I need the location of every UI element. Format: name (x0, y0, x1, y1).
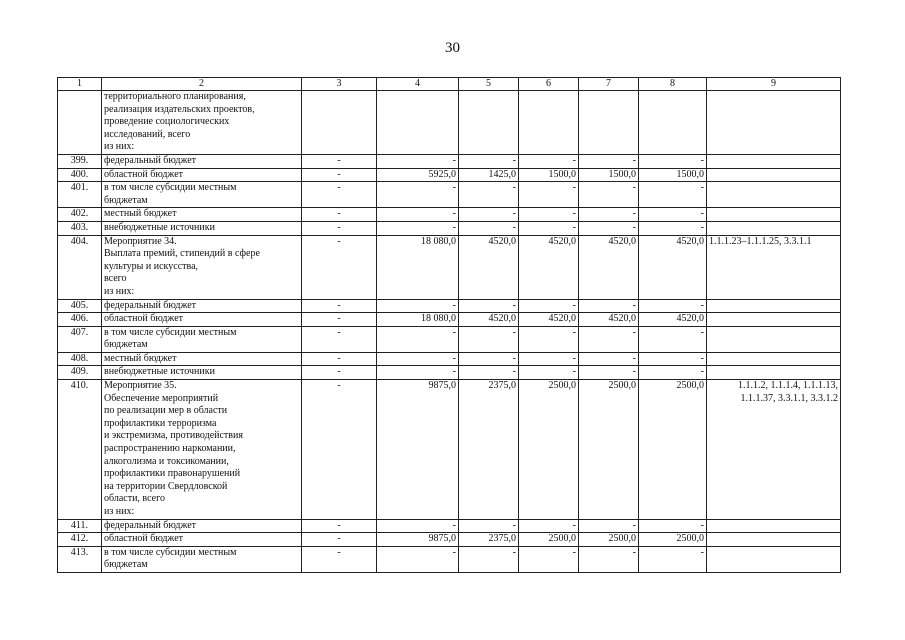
target-indicator-cell (707, 208, 841, 222)
description-line: из них: (104, 506, 135, 517)
value-cell-c6: - (519, 299, 579, 313)
table-row (58, 366, 841, 380)
column-header: 2 (102, 78, 302, 91)
description-line: внебюджетные источники (104, 366, 215, 378)
value-cell-c3: - (302, 299, 377, 313)
value-cell-c4 (377, 91, 459, 155)
value-cell-c8: - (639, 519, 707, 533)
description-line: внебюджетные источники (104, 221, 215, 233)
value-cell-c6: 4520,0 (519, 313, 579, 327)
value-cell-c3: - (302, 326, 377, 352)
description-line: местный бюджет (104, 208, 177, 220)
value-cell-c8 (639, 91, 707, 155)
value-cell-c4: - (377, 208, 459, 222)
description-line: культуры и искусства, (104, 260, 199, 272)
value-cell-c4: - (377, 352, 459, 366)
target-indicator-cell (707, 519, 841, 533)
value-cell-c5: 2375,0 (459, 533, 519, 547)
target-indicator-line: 1.1.1.23–1.1.1.25, 3.3.1.1 (709, 235, 812, 247)
description-line: области, всего (104, 493, 165, 505)
value-cell-c6: - (519, 221, 579, 235)
target-indicator-cell (707, 380, 841, 520)
value-cell-c4: - (377, 154, 459, 168)
description-line: профилактики правонарушений (104, 468, 241, 480)
table-row (58, 519, 841, 533)
table-row (58, 546, 841, 572)
value-cell-c5: 4520,0 (459, 313, 519, 327)
target-indicator-cell (707, 182, 841, 208)
column-header: 4 (377, 78, 459, 91)
description-line: Обеспечение мероприятий (104, 392, 219, 404)
budget-table (57, 77, 841, 573)
target-indicator-cell (707, 533, 841, 547)
value-cell-c8: - (639, 221, 707, 235)
column-header: 9 (707, 78, 841, 91)
description-cell (102, 299, 302, 313)
target-indicator-cell (707, 168, 841, 182)
description-cell (102, 313, 302, 327)
value-cell-c8: 2500,0 (639, 533, 707, 547)
description-cell (102, 519, 302, 533)
value-cell-c4: - (377, 366, 459, 380)
value-cell-c3: - (302, 208, 377, 222)
table-row (58, 208, 841, 222)
value-cell-c3: - (302, 221, 377, 235)
description-cell (102, 154, 302, 168)
value-cell-c3: - (302, 182, 377, 208)
value-cell-c7: 4520,0 (579, 235, 639, 299)
value-cell-c8: - (639, 208, 707, 222)
value-cell-c6: - (519, 352, 579, 366)
value-cell-c4: 9875,0 (377, 380, 459, 520)
description-line: исследований, всего (104, 128, 191, 140)
description-line: распространению наркомании, (104, 443, 236, 455)
row-number-cell: 408. (58, 352, 102, 366)
value-cell-c8: - (639, 154, 707, 168)
description-line: всего (104, 273, 127, 285)
value-cell-c5: - (459, 154, 519, 168)
value-cell-c6: - (519, 208, 579, 222)
table-row (58, 352, 841, 366)
value-cell-c5: 2375,0 (459, 380, 519, 520)
value-cell-c4: - (377, 546, 459, 572)
table-row (58, 182, 841, 208)
value-cell-c4: - (377, 221, 459, 235)
value-cell-c8: 4520,0 (639, 313, 707, 327)
value-cell-c8: 1500,0 (639, 168, 707, 182)
row-number-cell: 399. (58, 154, 102, 168)
table-row (58, 533, 841, 547)
target-indicator-cell (707, 154, 841, 168)
value-cell-c6: - (519, 182, 579, 208)
row-number-cell: 413. (58, 546, 102, 572)
description-cell (102, 182, 302, 208)
value-cell-c7: - (579, 352, 639, 366)
description-line: профилактики терроризма (104, 417, 217, 429)
value-cell-c7: - (579, 208, 639, 222)
value-cell-c4: 18 080,0 (377, 235, 459, 299)
row-number-cell: 405. (58, 299, 102, 313)
value-cell-c3: - (302, 519, 377, 533)
target-indicator-cell (707, 235, 841, 299)
value-cell-c7: 4520,0 (579, 313, 639, 327)
table-row (58, 380, 841, 520)
value-cell-c5: - (459, 326, 519, 352)
value-cell-c7: - (579, 366, 639, 380)
row-number-cell: 404. (58, 235, 102, 299)
value-cell-c3: - (302, 235, 377, 299)
table-body (58, 91, 841, 573)
target-indicator-cell (707, 326, 841, 352)
value-cell-c5: - (459, 366, 519, 380)
value-cell-c7: - (579, 221, 639, 235)
value-cell-c5: - (459, 352, 519, 366)
description-line: и экстремизма, противодействия (104, 430, 243, 442)
value-cell-c7: 2500,0 (579, 533, 639, 547)
table-row (58, 326, 841, 352)
description-line: из них: (104, 141, 135, 153)
value-cell-c8: 2500,0 (639, 380, 707, 520)
value-cell-c5: - (459, 519, 519, 533)
description-line: территориального планирования, (104, 91, 246, 102)
description-line: бюджетам (104, 194, 148, 206)
value-cell-c5: - (459, 221, 519, 235)
value-cell-c7: - (579, 299, 639, 313)
description-line: Мероприятие 35. (104, 380, 177, 392)
table-row (58, 91, 841, 155)
value-cell-c8: - (639, 546, 707, 572)
target-indicator-line: 1.1.1.37, 3.3.1.1, 3.3.1.2 (740, 392, 838, 404)
description-line: федеральный бюджет (104, 299, 197, 311)
target-indicator-cell (707, 91, 841, 155)
row-number-cell (58, 91, 102, 155)
table-row (58, 154, 841, 168)
value-cell-c7: 2500,0 (579, 380, 639, 520)
value-cell-c4: 9875,0 (377, 533, 459, 547)
value-cell-c6: 2500,0 (519, 533, 579, 547)
column-header: 1 (58, 78, 102, 91)
description-line: алкоголизма и токсикомании, (104, 455, 229, 467)
row-number-cell: 410. (58, 380, 102, 520)
value-cell-c3: - (302, 533, 377, 547)
description-cell (102, 208, 302, 222)
value-cell-c7: 1500,0 (579, 168, 639, 182)
value-cell-c7: - (579, 519, 639, 533)
description-line: проведение социологических (104, 116, 230, 128)
value-cell-c5: - (459, 299, 519, 313)
description-line: областной бюджет (104, 313, 184, 325)
description-line: Мероприятие 34. (104, 235, 177, 247)
value-cell-c6: 2500,0 (519, 380, 579, 520)
description-cell (102, 352, 302, 366)
row-number-cell: 406. (58, 313, 102, 327)
table-header-row (58, 78, 841, 91)
row-number-cell: 411. (58, 519, 102, 533)
description-cell (102, 546, 302, 572)
value-cell-c8: - (639, 299, 707, 313)
value-cell-c4: 18 080,0 (377, 313, 459, 327)
description-cell (102, 168, 302, 182)
target-indicator-cell (707, 221, 841, 235)
value-cell-c6: - (519, 519, 579, 533)
description-cell (102, 366, 302, 380)
value-cell-c7 (579, 91, 639, 155)
value-cell-c8: - (639, 182, 707, 208)
description-cell (102, 91, 302, 155)
value-cell-c4: - (377, 519, 459, 533)
value-cell-c3: - (302, 313, 377, 327)
description-line: бюджетам (104, 339, 148, 351)
value-cell-c5: 1425,0 (459, 168, 519, 182)
value-cell-c3: - (302, 546, 377, 572)
value-cell-c3 (302, 91, 377, 155)
value-cell-c4: - (377, 182, 459, 208)
value-cell-c6: 4520,0 (519, 235, 579, 299)
row-number-cell: 403. (58, 221, 102, 235)
row-number-cell: 402. (58, 208, 102, 222)
value-cell-c6: - (519, 154, 579, 168)
value-cell-c3: - (302, 352, 377, 366)
value-cell-c4: 5925,0 (377, 168, 459, 182)
column-header: 7 (579, 78, 639, 91)
target-indicator-cell (707, 299, 841, 313)
value-cell-c7: - (579, 546, 639, 572)
description-cell (102, 326, 302, 352)
value-cell-c7: - (579, 326, 639, 352)
value-cell-c5: - (459, 208, 519, 222)
value-cell-c8: - (639, 366, 707, 380)
column-header: 5 (459, 78, 519, 91)
target-indicator-cell (707, 546, 841, 572)
table-row (58, 221, 841, 235)
page-number: 30 (445, 40, 460, 56)
description-line: на территории Свердловской (104, 480, 228, 492)
description-line: из них: (104, 285, 135, 297)
value-cell-c6: - (519, 546, 579, 572)
column-header: 6 (519, 78, 579, 91)
description-line: в том числе субсидии местным (104, 546, 237, 558)
row-number-cell: 407. (58, 326, 102, 352)
row-number-cell: 412. (58, 533, 102, 547)
column-header: 8 (639, 78, 707, 91)
value-cell-c4: - (377, 326, 459, 352)
value-cell-c5: - (459, 182, 519, 208)
value-cell-c3: - (302, 168, 377, 182)
description-line: местный бюджет (104, 352, 177, 364)
description-line: по реализации мер в области (104, 405, 228, 417)
value-cell-c6: - (519, 366, 579, 380)
table-row (58, 313, 841, 327)
value-cell-c6: - (519, 326, 579, 352)
table-row (58, 168, 841, 182)
target-indicator-cell (707, 352, 841, 366)
value-cell-c5 (459, 91, 519, 155)
description-line: Выплата премий, стипендий в сфере (104, 248, 260, 260)
description-line: бюджетам (104, 559, 148, 571)
target-indicator-cell (707, 313, 841, 327)
row-number-cell: 401. (58, 182, 102, 208)
description-cell (102, 380, 302, 520)
value-cell-c7: - (579, 154, 639, 168)
description-line: в том числе субсидии местным (104, 326, 237, 338)
value-cell-c6 (519, 91, 579, 155)
value-cell-c5: 4520,0 (459, 235, 519, 299)
description-line: областной бюджет (104, 168, 184, 180)
value-cell-c8: - (639, 326, 707, 352)
table-row (58, 235, 841, 299)
row-number-cell: 400. (58, 168, 102, 182)
value-cell-c3: - (302, 154, 377, 168)
description-line: реализация издательских проектов, (104, 103, 255, 115)
target-indicator-line: 1.1.1.2, 1.1.1.4, 1.1.1.13, (738, 380, 838, 392)
row-number-cell: 409. (58, 366, 102, 380)
value-cell-c6: 1500,0 (519, 168, 579, 182)
value-cell-c3: - (302, 366, 377, 380)
description-cell (102, 221, 302, 235)
description-line: федеральный бюджет (104, 519, 197, 531)
description-cell (102, 533, 302, 547)
value-cell-c4: - (377, 299, 459, 313)
column-header: 3 (302, 78, 377, 91)
description-line: в том числе субсидии местным (104, 182, 237, 194)
value-cell-c3: - (302, 380, 377, 520)
value-cell-c8: - (639, 352, 707, 366)
value-cell-c8: 4520,0 (639, 235, 707, 299)
description-cell (102, 235, 302, 299)
table-row (58, 299, 841, 313)
value-cell-c7: - (579, 182, 639, 208)
description-line: областной бюджет (104, 533, 184, 545)
value-cell-c5: - (459, 546, 519, 572)
description-line: федеральный бюджет (104, 154, 197, 166)
target-indicator-cell (707, 366, 841, 380)
